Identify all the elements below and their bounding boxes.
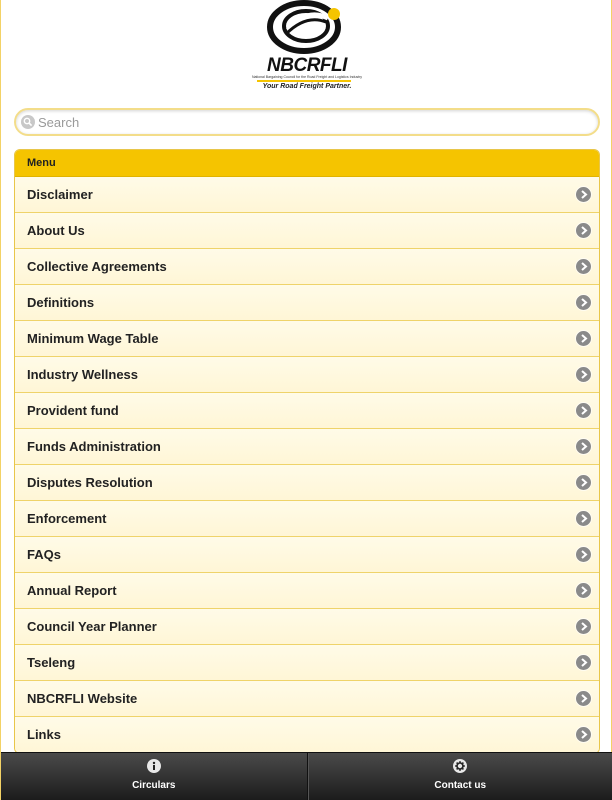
menu-item-label: About Us — [27, 223, 85, 238]
search-bar[interactable] — [14, 108, 600, 136]
menu-item-enforcement[interactable] — [15, 501, 599, 537]
menu-item-label: Collective Agreements — [27, 259, 167, 274]
menu-item-label: NBCRFLI Website — [27, 691, 138, 706]
tab-circulars[interactable] — [1, 753, 307, 800]
search-input[interactable] — [38, 112, 588, 132]
menu-item-label: Disputes Resolution — [27, 475, 153, 490]
menu-item-label: FAQs — [27, 547, 61, 562]
logo-name: NBCRFLI — [267, 55, 347, 76]
logo-divider — [257, 80, 351, 82]
menu-item-about-us[interactable] — [15, 213, 599, 249]
gear-icon — [453, 759, 467, 773]
menu-item-label: Tseleng — [27, 655, 76, 670]
tab-label: Contact us — [434, 780, 487, 791]
menu-item-minimum-wage-table[interactable] — [15, 321, 599, 357]
chevron-right-icon — [576, 691, 591, 706]
info-icon — [147, 759, 161, 773]
menu-item-label: Definitions — [27, 295, 95, 310]
logo-emblem-icon — [266, 0, 346, 56]
menu-item-collective-agreements[interactable] — [15, 249, 599, 285]
logo-tagline: Your Road Freight Partner. — [262, 83, 352, 90]
chevron-right-icon — [576, 727, 591, 742]
menu-header: Menu — [15, 150, 599, 177]
chevron-right-icon — [576, 655, 591, 670]
menu-item-label: Funds Administration — [27, 439, 161, 454]
main-menu — [14, 149, 600, 754]
menu-item-disclaimer[interactable] — [15, 177, 599, 213]
chevron-right-icon — [576, 331, 591, 346]
chevron-right-icon — [576, 367, 591, 382]
tab-label: Circulars — [132, 780, 176, 791]
menu-item-annual-report[interactable] — [15, 573, 599, 609]
menu-item-industry-wellness[interactable] — [15, 357, 599, 393]
search-icon — [21, 115, 35, 129]
menu-item-label: Industry Wellness — [27, 367, 139, 382]
menu-item-funds-administration[interactable] — [15, 429, 599, 465]
menu-item-links[interactable] — [15, 717, 599, 753]
chevron-right-icon — [576, 583, 591, 598]
chevron-right-icon — [576, 259, 591, 274]
menu-item-tseleng[interactable] — [15, 645, 599, 681]
menu-item-label: Links — [27, 727, 61, 742]
menu-item-provident-fund[interactable] — [15, 393, 599, 429]
menu-item-definitions[interactable] — [15, 285, 599, 321]
chevron-right-icon — [576, 187, 591, 202]
menu-item-label: Council Year Planner — [27, 619, 157, 634]
menu-item-label: Annual Report — [27, 583, 117, 598]
menu-item-label: Enforcement — [27, 511, 107, 526]
chevron-right-icon — [576, 223, 591, 238]
chevron-right-icon — [576, 511, 591, 526]
menu-item-label: Provident fund — [27, 403, 119, 418]
menu-item-disputes-resolution[interactable] — [15, 465, 599, 501]
chevron-right-icon — [576, 403, 591, 418]
chevron-right-icon — [576, 547, 591, 562]
menu-item-label: Minimum Wage Table — [27, 331, 159, 346]
menu-item-nbcrfli-website[interactable] — [15, 681, 599, 717]
chevron-right-icon — [576, 439, 591, 454]
menu-item-faqs[interactable] — [15, 537, 599, 573]
chevron-right-icon — [576, 619, 591, 634]
nbcrfli-logo — [1, 0, 612, 100]
menu-item-council-year-planner[interactable] — [15, 609, 599, 645]
chevron-right-icon — [576, 475, 591, 490]
chevron-right-icon — [576, 295, 591, 310]
menu-item-label: Disclaimer — [27, 187, 93, 202]
bottom-tab-bar — [1, 752, 612, 800]
logo-subtitle: National Bargaining Council for the Road Freight and Logistics Industry — [251, 75, 363, 79]
tab-contact-us[interactable] — [307, 753, 612, 800]
